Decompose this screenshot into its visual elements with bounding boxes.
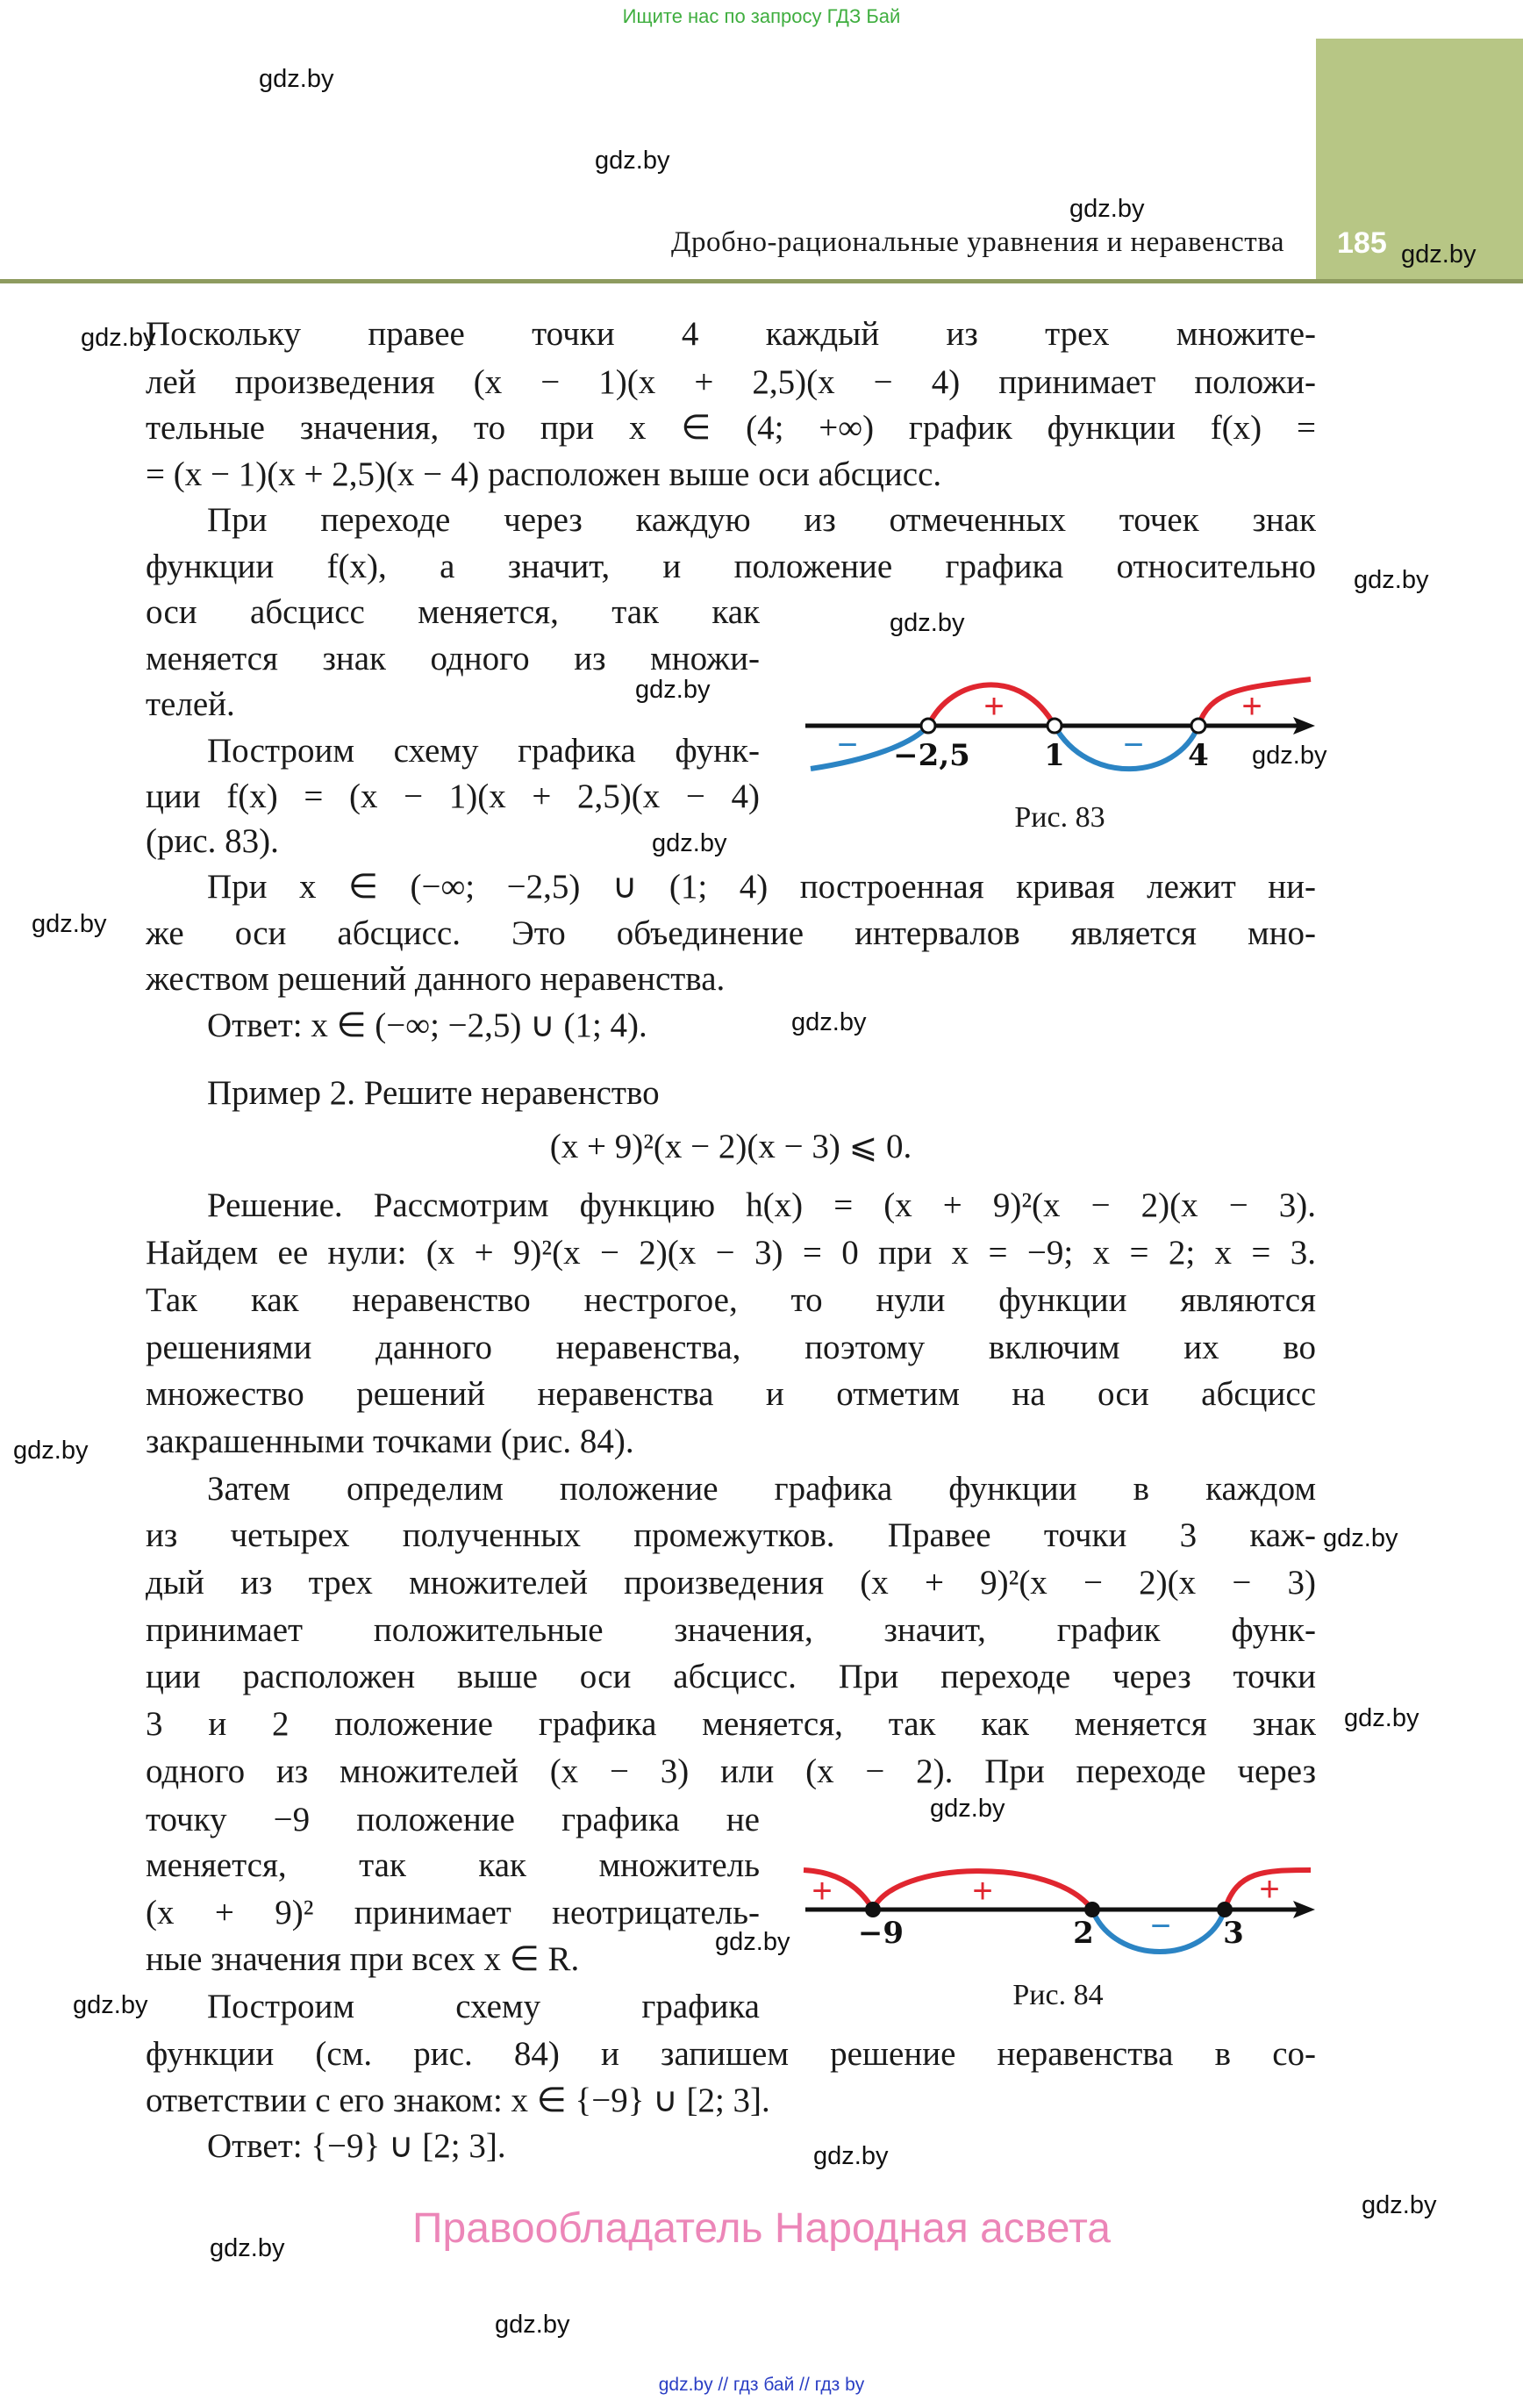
- figure-caption: Рис. 83: [1014, 801, 1105, 834]
- watermark-link[interactable]: gdz.by: [930, 1795, 1005, 1823]
- watermark-link[interactable]: gdz.by: [1323, 1524, 1398, 1552]
- point-label: 2: [1073, 1916, 1094, 1951]
- text-line: (x + 9)²(x − 2)(x − 3) ⩽ 0.: [549, 1128, 912, 1165]
- text-line: меняется знак одного из множи-: [146, 640, 760, 677]
- point-label: 1: [1044, 738, 1065, 773]
- watermark-link[interactable]: gdz.by: [1354, 566, 1429, 594]
- text-line: Построим схему графика функ-: [207, 732, 760, 770]
- watermark-link[interactable]: gdz.by: [32, 910, 107, 938]
- watermark-link[interactable]: gdz.by: [1362, 2191, 1437, 2219]
- text-line: тельные значения, то при x ∈ (4; +∞) график функции f(x) =: [146, 409, 1316, 447]
- plus-sign: +: [1241, 687, 1262, 726]
- text-line: ции f(x) = (x − 1)(x + 2,5)(x − 4): [146, 778, 760, 815]
- text-line: Ответ: x ∈ (−∞; −2,5) ∪ (1; 4).: [207, 1007, 647, 1044]
- text-line: из четырех полученных промежутков. Правее точки 3 каж-: [146, 1516, 1316, 1554]
- top-banner[interactable]: Ищите нас по запросу ГДЗ Бай: [622, 5, 901, 27]
- text-line: точку −9 положение графика не: [146, 1801, 760, 1838]
- figure-83: [805, 679, 1315, 834]
- text-line: ные значения при всех x ∈ R.: [146, 1940, 580, 1978]
- minus-sign: −: [1123, 726, 1144, 764]
- text-line: Решение. Рассмотрим функцию h(x) = (x + 9)²(x − 2)(x − 3).: [207, 1186, 1316, 1224]
- text-line: жеством решений данного неравенства.: [146, 960, 726, 998]
- text-line: же оси абсцисс. Это объединение интервалов является мно-: [146, 914, 1316, 952]
- running-header-title: Дробно-рациональные уравнения и неравенства: [671, 226, 1284, 258]
- point-label: −2,5: [893, 738, 970, 773]
- text-line: Так как неравенство нестрогое, то нули функции являются: [146, 1281, 1316, 1319]
- page-number: 185: [1337, 226, 1387, 260]
- watermark-link[interactable]: gdz.by: [890, 609, 965, 637]
- watermark-link[interactable]: gdz.by: [595, 147, 670, 175]
- text-line: Затем определим положение графика функции в каждом: [207, 1470, 1316, 1508]
- figure-84: [804, 1870, 1315, 2011]
- watermark-link[interactable]: gdz.by: [715, 1928, 790, 1956]
- watermark-link[interactable]: gdz.by: [13, 1437, 89, 1465]
- figure-caption: Рис. 84: [1012, 1979, 1104, 2011]
- text-line: оси абсцисс меняется, так как: [146, 593, 760, 631]
- watermark-link[interactable]: gdz.by: [635, 676, 711, 704]
- text-line: (x + 9)² принимает неотрицатель-: [146, 1894, 760, 1931]
- plus-sign: +: [812, 1872, 833, 1910]
- plus-sign: +: [983, 687, 1005, 726]
- text-line: Построим схему графика: [207, 1988, 760, 2025]
- text-line: ции расположен выше оси абсцисс. При переходе через точки: [146, 1658, 1316, 1695]
- watermark-link[interactable]: gdz.by: [1401, 240, 1477, 269]
- minus-sign: −: [1150, 1907, 1171, 1946]
- text-line: одного из множителей (x − 3) или (x − 2). При переходе через: [146, 1752, 1316, 1790]
- watermark-link[interactable]: gdz.by: [259, 65, 334, 93]
- text-line: решениями данного неравенства, поэтому включим их во: [146, 1329, 1316, 1366]
- point-label: 3: [1223, 1916, 1244, 1951]
- text-line: множество решений неравенства и отметим на оси абсцисс: [146, 1375, 1316, 1413]
- text-line: ответствии с его знаком: x ∈ {−9} ∪ [2; 3].: [146, 2082, 770, 2119]
- watermark-link[interactable]: gdz.by: [1252, 742, 1327, 770]
- watermark-link[interactable]: gdz.by: [1344, 1704, 1419, 1732]
- text-line: функции (см. рис. 84) и запишем решение неравенства в со-: [146, 2035, 1316, 2073]
- plus-sign: +: [1259, 1870, 1280, 1909]
- plus-sign: +: [972, 1872, 993, 1910]
- point-label: 4: [1188, 738, 1209, 773]
- text-line: дый из трех множителей произведения (x + 9)²(x − 2)(x − 3): [146, 1564, 1316, 1602]
- text-line: 3 и 2 положение графика меняется, так как меняется знак: [146, 1705, 1316, 1743]
- watermark-link[interactable]: gdz.by: [73, 1991, 148, 2019]
- text-line: закрашенными точками (рис. 84).: [146, 1423, 634, 1460]
- watermark-link[interactable]: gdz.by: [791, 1008, 867, 1036]
- text-line: (рис. 83).: [146, 822, 279, 860]
- text-line: телей.: [146, 685, 235, 723]
- bottom-banner[interactable]: gdz.by // гдз бай // гдз by: [658, 2375, 865, 2395]
- text-line: = (x − 1)(x + 2,5)(x − 4) расположен выше оси абсцисс.: [146, 455, 942, 493]
- open-point: [1191, 719, 1205, 733]
- minus-sign: −: [837, 726, 858, 764]
- text-line: При x ∈ (−∞; −2,5) ∪ (1; 4) построенная кривая лежит ни-: [207, 868, 1316, 906]
- text-line: функции f(x), а значит, и положение графика относительно: [146, 548, 1316, 585]
- text-line: лей произведения (x − 1)(x + 2,5)(x − 4) принимает положи-: [146, 363, 1316, 401]
- open-point: [1048, 719, 1062, 733]
- text-line: Поскольку правее точки 4 каждый из трех множите-: [146, 315, 1316, 353]
- watermark-link[interactable]: gdz.by: [652, 829, 727, 857]
- watermark-link[interactable]: gdz.by: [813, 2142, 889, 2170]
- watermark-link[interactable]: gdz.by: [495, 2311, 570, 2339]
- open-point: [921, 719, 935, 733]
- text-line: меняется, так как множитель: [146, 1846, 760, 1884]
- watermark-link[interactable]: gdz.by: [81, 324, 156, 352]
- text-line: При переходе через каждую из отмеченных точек знак: [207, 501, 1316, 539]
- watermark-link[interactable]: gdz.by: [210, 2234, 285, 2262]
- copyright-notice: Правообладатель Народная асвета: [412, 2205, 1111, 2252]
- text-line: Ответ: {−9} ∪ [2; 3].: [207, 2127, 506, 2165]
- text-line: Пример 2. Решите неравенство: [207, 1074, 660, 1112]
- point-label: −9: [857, 1916, 905, 1951]
- text-line: Найдем ее нули: (x + 9)²(x − 2)(x − 3) = 0 при x = −9; x = 2; x = 3.: [146, 1234, 1316, 1272]
- watermark-link[interactable]: gdz.by: [1069, 195, 1145, 223]
- text-line: принимает положительные значения, значит, график функ-: [146, 1611, 1316, 1649]
